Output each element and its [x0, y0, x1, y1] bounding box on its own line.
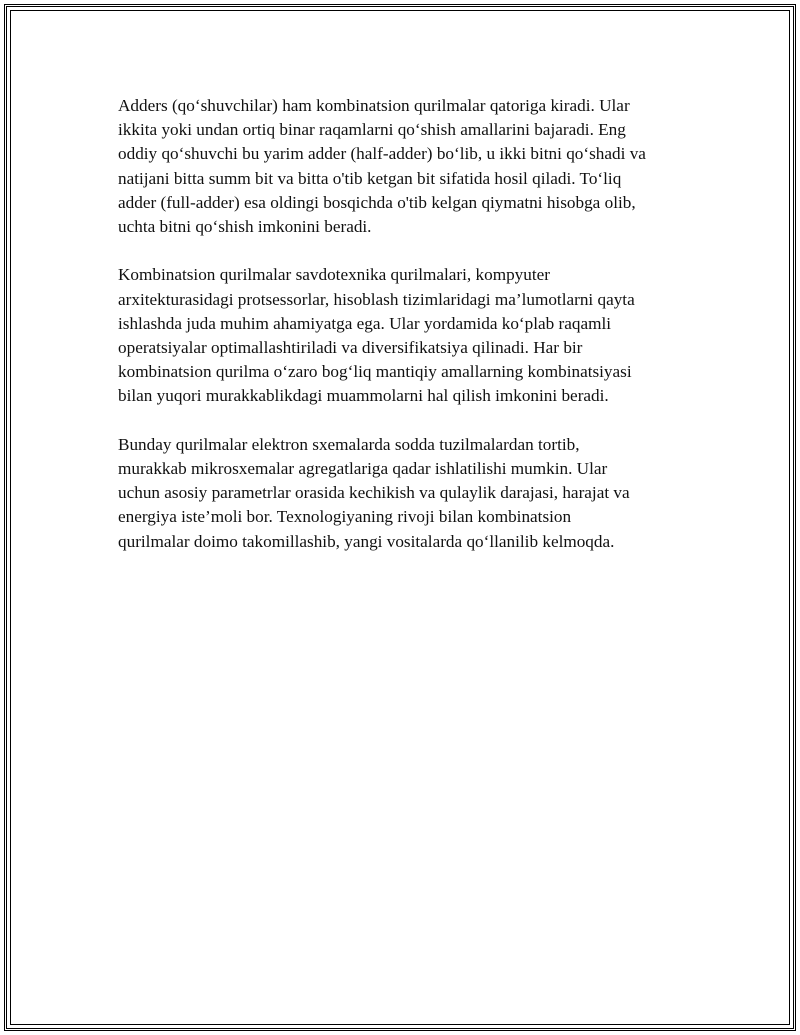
text-line: oddiy qo‘shuvchi bu yarim adder (half-adder) bo‘lib, u ikki bitni qo‘shadi va	[118, 144, 646, 164]
text-line: Bunday qurilmalar elektron sxemalarda sodda tuzilmalardan tortib,	[118, 434, 580, 454]
text-line: energiya iste’moli bor. Texnologiyaning rivoji bilan kombinatsion	[118, 507, 572, 527]
text-line: ishlashda juda muhim ahamiyatga ega. Ular yordamida ko‘plab raqamli	[118, 313, 612, 333]
paragraph-adders	[118, 94, 698, 239]
document-body	[118, 94, 698, 578]
paragraph-usage	[118, 433, 698, 554]
text-line: murakkab mikrosxemalar agregatlariga qadar ishlatilishi mumkin. Ular	[118, 459, 608, 479]
text-line: arxitekturasidagi protsessorlar, hisoblash tizimlaridagi ma’lumotlarni qayta	[118, 289, 635, 309]
text-line: natijani bitta summ bit va bitta o'tib ketgan bit sifatida hosil qiladi. To‘liq	[118, 168, 622, 188]
text-line: uchta bitni qo‘shish imkonini beradi.	[118, 217, 372, 237]
paragraph-applications	[118, 263, 698, 408]
text-line: kombinatsion qurilma o‘zaro bog‘liq mantiqiy amallarning kombinatsiyasi	[118, 362, 632, 382]
text-line: uchun asosiy parametrlar orasida kechikish va qulaylik darajasi, harajat va	[118, 483, 630, 503]
text-line: Adders (qo‘shuvchilar) ham kombinatsion qurilmalar qatoriga kiradi. Ular	[118, 96, 630, 115]
text-line: adder (full-adder) esa oldingi bosqichda o'tib kelgan qiymatni hisobga olib,	[118, 192, 636, 212]
text-line: Kombinatsion qurilmalar savdotexnika qurilmalari, kompyuter	[118, 265, 550, 285]
text-line: ikkita yoki undan ortiq binar raqamlarni qo‘shish amallarini bajaradi. Eng	[118, 120, 626, 140]
text-line: qurilmalar doimo takomillashib, yangi vositalarda qo‘llanilib kelmoqda.	[118, 531, 615, 551]
text-line: bilan yuqori murakkablikdagi muammolarni hal qilish imkonini beradi.	[118, 386, 609, 406]
text-line: operatsiyalar optimallashtiriladi va diversifikatsiya qilinadi. Har bir	[118, 338, 583, 358]
